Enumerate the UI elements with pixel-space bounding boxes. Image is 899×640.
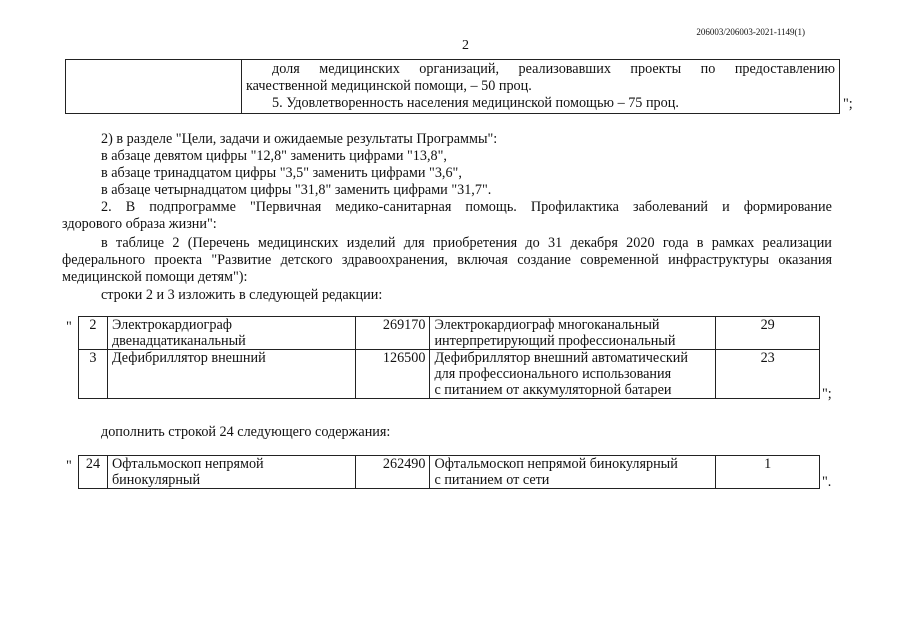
table2 (78, 316, 820, 399)
section2-paragraph-2-line-2: федерального проекта "Развитие детского здравоохранения, включая создание современной инфраструктуры оказания (62, 252, 832, 268)
item-quantity: 1 (716, 456, 820, 489)
page-number: 2 (462, 38, 469, 53)
item-description: Офтальмоскоп непрямой бинокулярный с питанием от сети (430, 456, 716, 489)
item-name: Офтальмоскоп непрямой бинокулярный (107, 456, 355, 489)
section1-line-3: в абзаце четырнадцатом цифры "31,8" заменить цифрами "31,7". (101, 182, 492, 198)
item-quantity: 29 (716, 317, 820, 350)
section2-paragraph-1-line-2: здорового образа жизни": (62, 216, 217, 232)
top-table-divider (241, 59, 242, 113)
table2-open-quote: " (66, 319, 72, 335)
row-number: 2 (79, 317, 108, 350)
section2-paragraph-2-line-3: медицинской помощи детям"): (62, 269, 248, 285)
item-quantity: 23 (716, 350, 820, 399)
addition-text: дополнить строкой 24 следующего содержания: (101, 424, 391, 440)
table2-close-quote: "; (822, 386, 832, 402)
row-number: 3 (79, 350, 108, 399)
section2-paragraph-3: строки 2 и 3 изложить в следующей редакции: (101, 287, 383, 303)
table3-close-quote: ". (822, 474, 832, 490)
table3 (78, 455, 820, 489)
top-table-line-1: доля медицинских организаций, реализовавших проекты по предоставлению (272, 61, 835, 77)
section1-line-2: в абзаце тринадцатом цифры "3,5" заменить цифрами "3,6", (101, 165, 462, 181)
top-table-close-quote: "; (843, 96, 853, 112)
item-price: 262490 (355, 456, 430, 489)
table-row (79, 456, 820, 489)
top-table-line-2: качественной медицинской помощи, – 50 проц. (246, 78, 532, 94)
item-name: Электрокардиограф двенадцатиканальный (107, 317, 355, 350)
item-price: 126500 (355, 350, 430, 399)
table3-open-quote: " (66, 458, 72, 474)
table-row (79, 350, 820, 399)
top-table-line-3: 5. Удовлетворенность населения медицинской помощью – 75 проц. (272, 95, 679, 111)
item-price: 269170 (355, 317, 430, 350)
table-row (79, 317, 820, 350)
section1-line-1: в абзаце девятом цифры "12,8" заменить цифрами "13,8", (101, 148, 447, 164)
section2-paragraph-1-line-1: 2. В подпрограмме "Первичная медико-санитарная помощь. Профилактика заболеваний и формирование (101, 199, 832, 215)
item-description: Дефибриллятор внешний автоматический для профессионального использования с питанием от аккумуляторной батареи (430, 350, 716, 399)
document-id: 206003/206003-2021-1149(1) (696, 27, 805, 37)
section2-paragraph-2-line-1: в таблице 2 (Перечень медицинских изделий для приобретения до 31 декабря 2020 года в рамках реализации (101, 235, 832, 251)
item-description: Электрокардиограф многоканальный интерпретирующий профессиональный (430, 317, 716, 350)
section1-heading: 2) в разделе "Цели, задачи и ожидаемые результаты Программы": (101, 131, 498, 147)
row-number: 24 (79, 456, 108, 489)
item-name: Дефибриллятор внешний (107, 350, 355, 399)
